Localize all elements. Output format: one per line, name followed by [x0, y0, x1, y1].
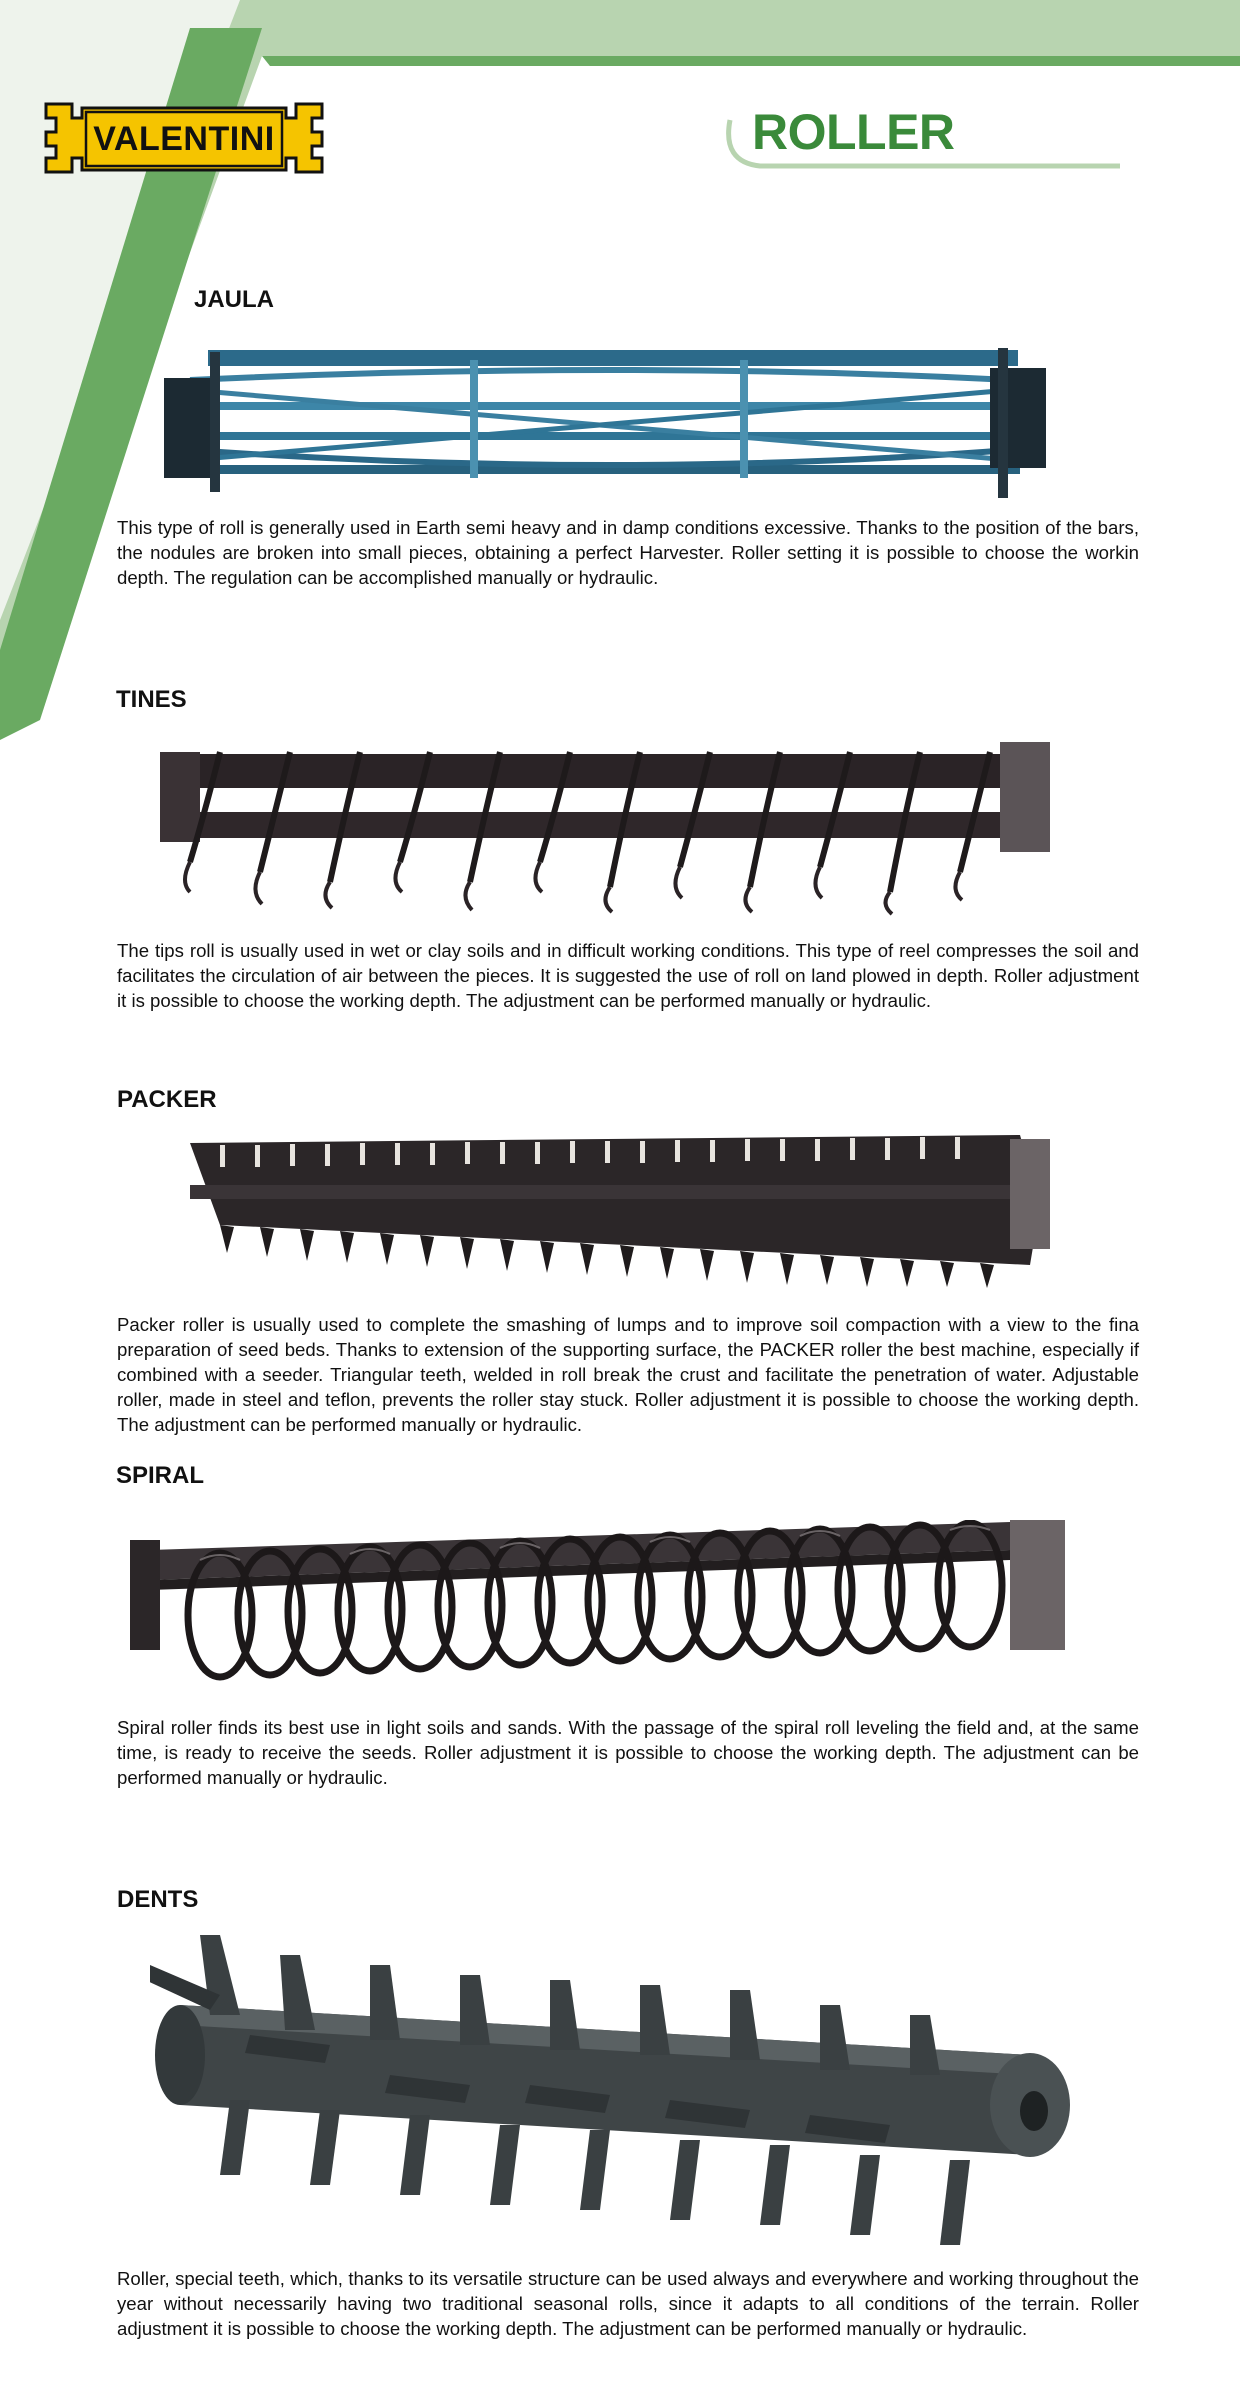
section-title-spiral: SPIRAL: [116, 1462, 205, 1489]
section-description-tines: The tips roll is usually used in wet or clay soils and in difficult working conditions. This type of reel compresses the soil and facilitates the circulation of air between the pieces. It is suggested the use of roll on land plowed in depth. Roller adjustment it is possible to choose the working depth. The adjustment can be performed manually or hydraulic.: [117, 940, 1139, 1011]
top-green-bar: [262, 56, 1240, 66]
logo-text: VALENTINI: [93, 119, 275, 158]
section-title-jaula: JAULA: [194, 286, 275, 313]
dents-roller-image: [150, 1925, 1070, 2255]
tines-roller-image: [160, 742, 1060, 917]
spiral-roller-image: [130, 1520, 1090, 1700]
page-title: ROLLER: [752, 104, 955, 160]
section-description-jaula: This type of roll is generally used in Earth semi heavy and in damp conditions excessive. Thanks to the position of the bars, the nodules are broken into small pieces, obtaining a perfect Harvester. Roller setting it is possible to choose the workin depth. The regulation can be accomplished manually or hydraulic.: [117, 517, 1139, 588]
section-description-packer: Packer roller is usually used to complete the smashing of lumps and to improve soil compaction with a view to the fina preparation of seed beds. Thanks to extension of the supporting surface, the PACKER roller the best machine, especially if combined with a seeder. Triangular teeth, welded in roll break the crust and facilitate the penetration of water. Adjustable roller, made in steel and teflon, prevents the roller stay stuck. Roller adjustment it is possible to choose the working depth. The adjustment can be performed manually or hydraulic.: [117, 1314, 1139, 1435]
packer-roller-image: [180, 1135, 1050, 1290]
section-description-spiral: Spiral roller finds its best use in light soils and sands. With the passage of the spiral roll leveling the field and, at the same time, is ready to receive the seeds. Roller adjustment it is possible to choose the working depth. The adjustment can be performed manually or hydraulic.: [117, 1717, 1139, 1788]
section-description-dents: Roller, special teeth, which, thanks to its versatile structure can be used always and everywhere and working throughout the year without necessarily having two traditional seasonal rolls, since it adapts to all conditions of the terrain. Roller adjustment it is possible to choose the working depth. The adjustment can be performed manually or hydraulic.: [117, 2268, 1139, 2339]
cage-roller-image: [150, 340, 1070, 505]
section-title-tines: TINES: [116, 686, 187, 713]
section-title-packer: PACKER: [117, 1086, 217, 1113]
section-title-dents: DENTS: [117, 1886, 199, 1913]
